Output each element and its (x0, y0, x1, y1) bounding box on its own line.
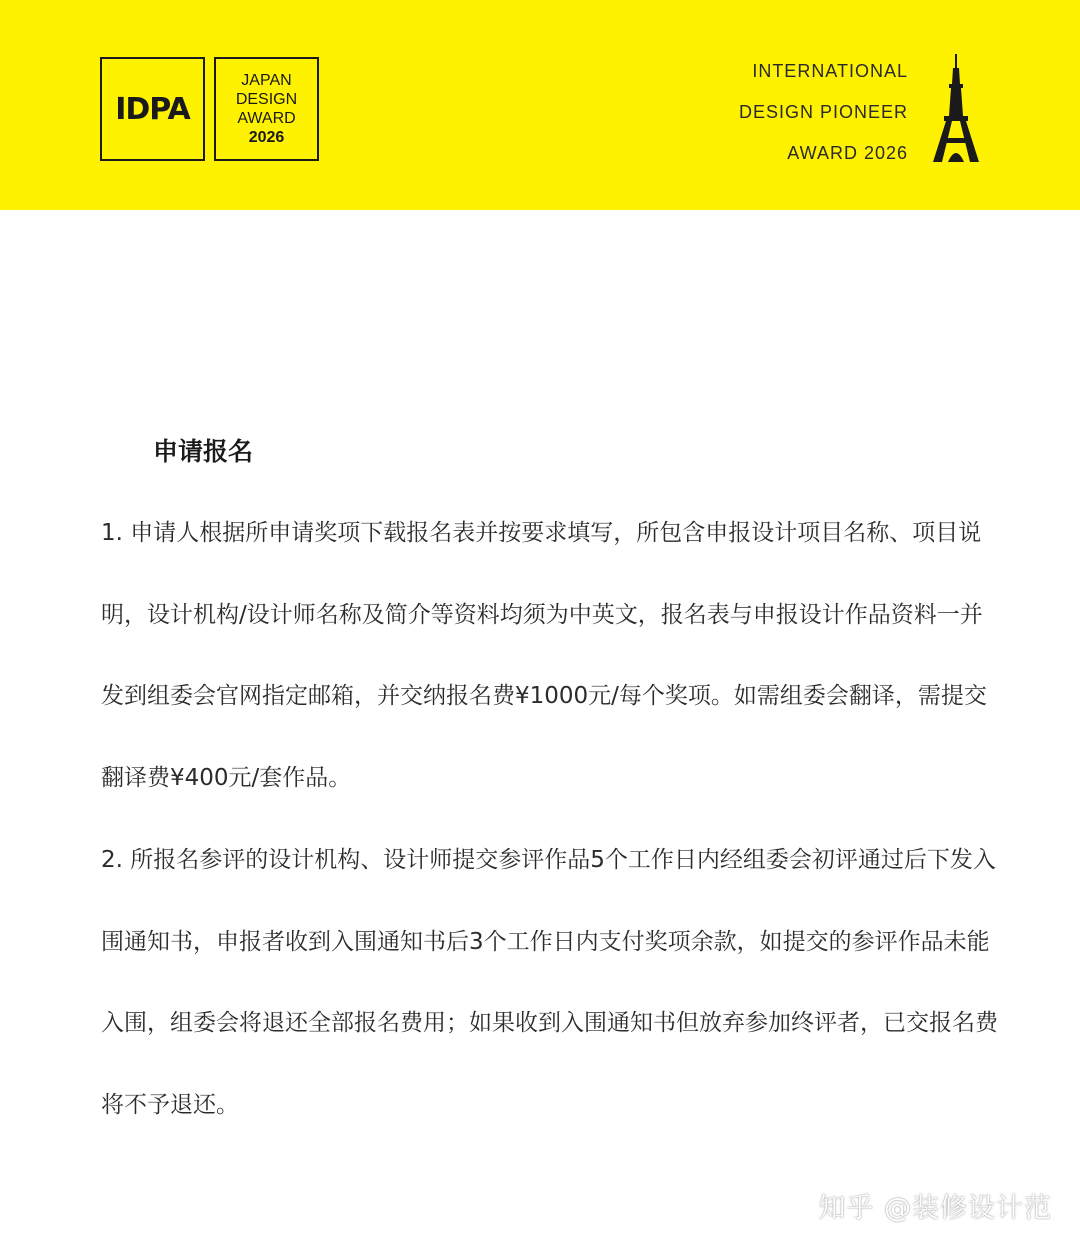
paragraph: 2. 所报名参评的设计机构、设计师提交参评作品5个工作日内经组委会初评通过后下发入围通知书，申报者收到入围通知书后3个工作日内支付奖项余款，如提交的参评作品未能入围，组委会将退还全部报名费用；如果收到入围通知书但放弃参加终评者，已交报名费将不予退还。 (101, 847, 998, 1118)
idpa-logo: IDPA (100, 57, 205, 161)
paragraph: 1. 申请人根据所申请奖项下载报名表并按要求填写，所包含申报设计项目名称、项目说明，设计机构/设计师名称及简介等资料均须为中英文，报名表与申报设计作品资料一并发到组委会官网指定邮箱，并交纳报名费¥1000元/每个奖项。如需组委会翻译，需提交翻译费¥400元/套作品。 (101, 520, 987, 791)
award-title (739, 58, 908, 181)
award-title-line: DESIGN PIONEER (738, 102, 908, 122)
logo-line: AWARD (237, 110, 296, 127)
section-heading: 申请报名 (153, 437, 254, 466)
japan-design-award-logo (214, 57, 319, 161)
award-title-line: AWARD 2026 (787, 143, 908, 163)
tokyo-tower-icon (930, 54, 982, 162)
watermark: 知乎 @装修设计范 (818, 1193, 1052, 1224)
header-banner (0, 0, 1080, 210)
logo-line: JAPAN (241, 72, 292, 89)
logo-year: 2026 (248, 129, 285, 146)
logo-line: DESIGN (235, 91, 298, 108)
award-title-line: INTERNATIONAL (752, 61, 908, 81)
